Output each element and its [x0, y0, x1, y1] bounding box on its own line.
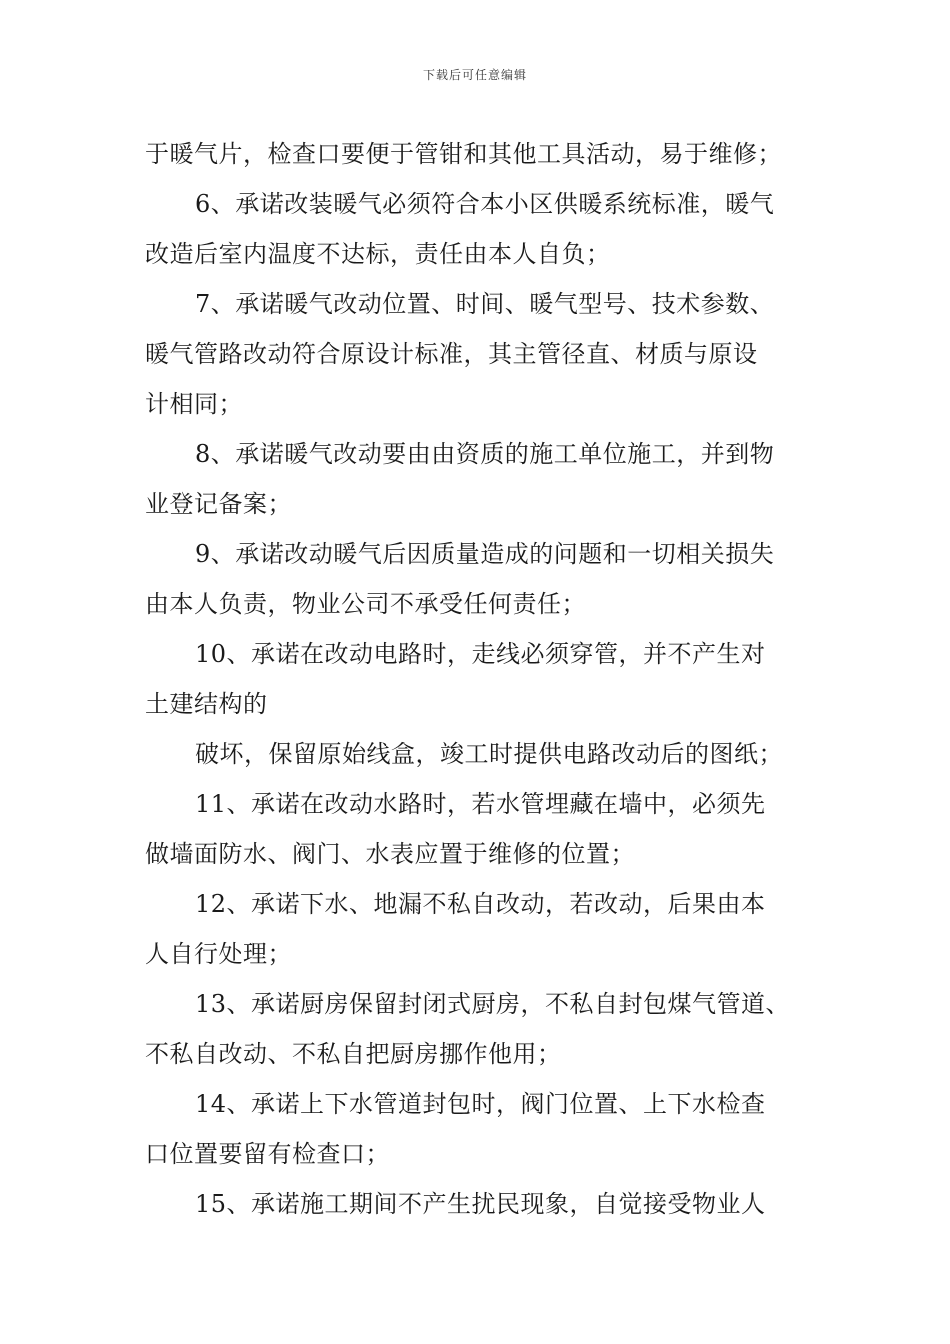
text-line: 不私自改动、不私自把厨房挪作他用； [145, 1040, 562, 1068]
text-line: 暖气管路改动符合原设计标准，其主管径直、材质与原设 [145, 340, 758, 368]
text-line: 11、承诺在改动水路时，若水管埋藏在墙中，必须先 [195, 790, 766, 818]
text-line: 于暖气片，检查口要便于管钳和其他工具活动，易于维修； [145, 140, 782, 168]
text-line: 8、承诺暖气改动要由由资质的施工单位施工，并到物 [195, 440, 775, 468]
text-line: 土建结构的 [145, 690, 268, 718]
text-line: 做墙面防水、阀门、水表应置于维修的位置； [145, 840, 635, 868]
text-line: 破坏，保留原始线盒，竣工时提供电路改动后的图纸； [195, 740, 783, 768]
text-line: 9、承诺改动暖气后因质量造成的问题和一切相关损失 [195, 540, 775, 568]
text-line: 6、承诺改装暖气必须符合本小区供暖系统标准，暖气 [195, 190, 775, 218]
text-line: 人自行处理； [145, 940, 292, 968]
text-line: 12、承诺下水、地漏不私自改动，若改动，后果由本 [195, 890, 766, 918]
text-line: 10、承诺在改动电路时，走线必须穿管，并不产生对 [195, 640, 766, 668]
text-line: 业登记备案； [145, 490, 292, 518]
text-line: 改造后室内温度不达标，责任由本人自负； [145, 240, 611, 268]
text-line: 13、承诺厨房保留封闭式厨房，不私自封包煤气管道、 [195, 990, 791, 1018]
page-header: 下载后可任意编辑 [422, 68, 527, 82]
text-line: 口位置要留有检查口； [145, 1140, 390, 1168]
text-line: 7、承诺暖气改动位置、时间、暖气型号、技术参数、 [195, 290, 775, 318]
text-line: 14、承诺上下水管道封包时，阀门位置、上下水检查 [195, 1090, 766, 1118]
text-line: 计相同； [145, 390, 243, 418]
text-line: 由本人负责，物业公司不承受任何责任； [145, 590, 586, 618]
text-line: 15、承诺施工期间不产生扰民现象，自觉接受物业人 [195, 1190, 766, 1218]
